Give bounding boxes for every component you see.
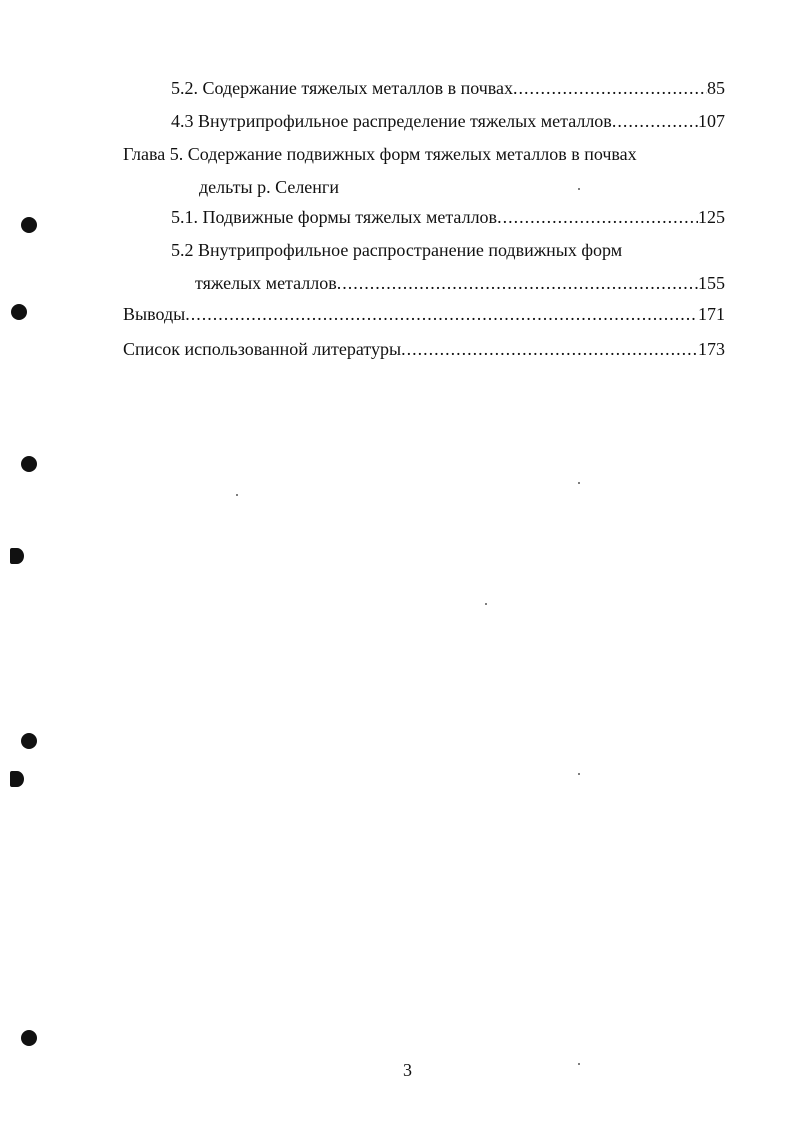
- toc-entry: [171, 77, 725, 99]
- punch-hole: [21, 217, 37, 233]
- punch-hole: [11, 304, 27, 320]
- toc-entry-text: 5.2 Внутрипрофильное распространение подвижных форм: [171, 240, 623, 260]
- dot-leader: [185, 303, 698, 325]
- toc-entry-text: 4.3 Внутрипрофильное распределение тяжелых металлов: [171, 111, 612, 131]
- toc-entry-text: Выводы: [123, 304, 186, 324]
- toc-entry-text: Глава 5. Содержание подвижных форм тяжелых металлов в почвах: [123, 144, 637, 164]
- toc-entry-page: 85: [707, 78, 725, 98]
- toc-entry-text: тяжелых металлов: [195, 273, 337, 293]
- toc-entry-continued: [195, 272, 725, 294]
- dot-leader: [337, 272, 698, 294]
- scan-speck: [236, 494, 238, 496]
- punch-hole: [21, 1030, 37, 1046]
- scan-speck: [578, 1063, 580, 1065]
- toc-entry: [171, 110, 725, 132]
- scan-speck: [578, 773, 580, 775]
- toc-entry: [171, 239, 622, 261]
- punch-hole: [10, 548, 24, 564]
- toc-chapter-heading-continued: [199, 176, 339, 198]
- punch-hole: [21, 456, 37, 472]
- scan-speck: [485, 603, 487, 605]
- toc-entry: [123, 303, 725, 325]
- dot-leader: [401, 338, 698, 360]
- punch-hole: [21, 733, 37, 749]
- scan-speck: [578, 188, 580, 190]
- dot-leader: [513, 77, 707, 99]
- scan-speck: [578, 482, 580, 484]
- toc-entry-page: 171: [698, 304, 725, 324]
- toc-entry-text: 5.2. Содержание тяжелых металлов в почвах: [171, 78, 514, 98]
- punch-hole: [10, 771, 24, 787]
- toc-entry-text: Список использованной литературы: [123, 339, 402, 359]
- toc-chapter-heading: [123, 143, 637, 165]
- dot-leader: [612, 110, 698, 132]
- toc-entry-page: 173: [698, 339, 725, 359]
- toc-entry-text: 5.1. Подвижные формы тяжелых металлов: [171, 207, 498, 227]
- toc-entry: [171, 206, 725, 228]
- toc-entry-page: 125: [698, 207, 725, 227]
- toc-entry-text: дельты р. Селенги: [199, 177, 339, 197]
- toc-entry: [123, 338, 725, 360]
- page-number: 3: [403, 1060, 412, 1080]
- toc-entry-page: 155: [698, 273, 725, 293]
- toc-entry-page: 107: [698, 111, 725, 131]
- dot-leader: [497, 206, 698, 228]
